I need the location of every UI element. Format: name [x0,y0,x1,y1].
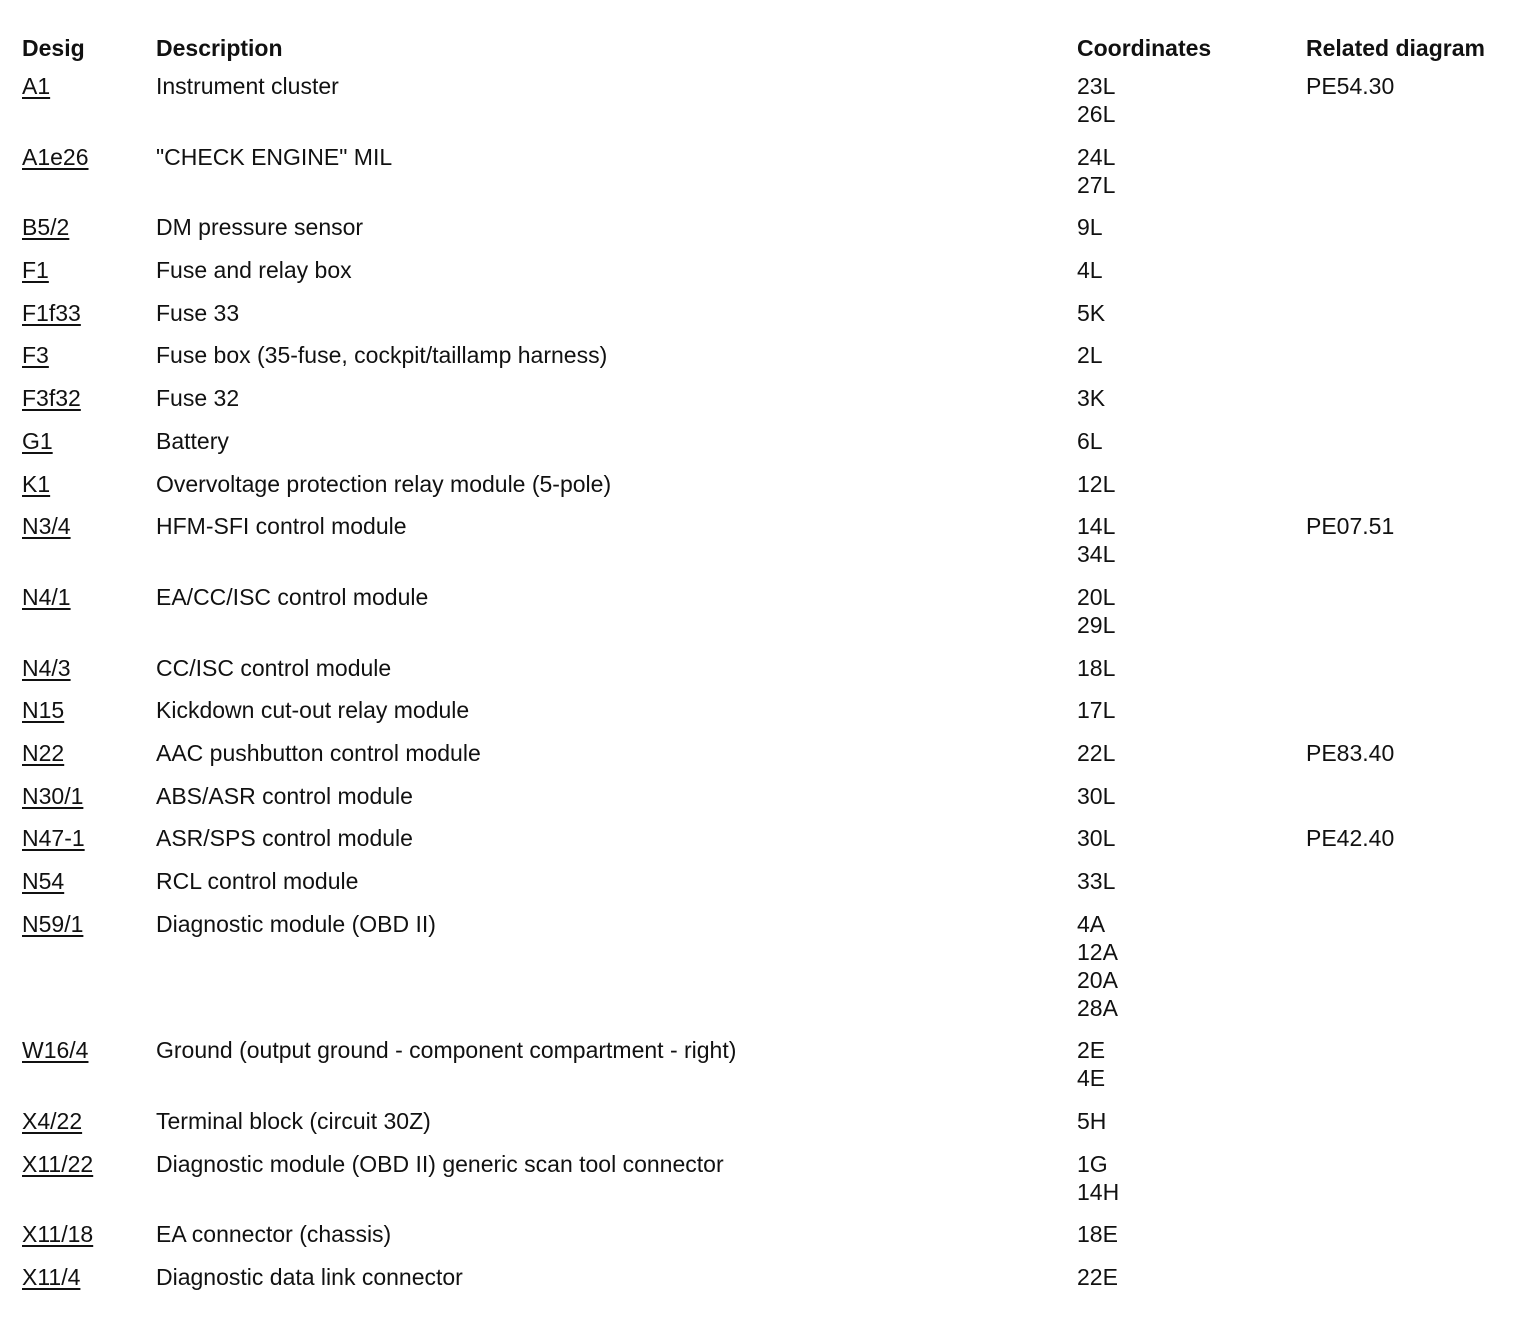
coordinate-value: 2E [1077,1037,1106,1064]
coordinate-value: 17L [1077,697,1116,724]
description-cell: Ground (output ground - component compartment - right) [156,1037,737,1064]
desig-cell [0,782,156,825]
desig-link[interactable]: N4/1 [22,583,71,610]
description-cell: CC/ISC control module [156,654,392,681]
desig-cell [0,1220,156,1263]
coordinates-cell [1077,739,1306,782]
description-cell: AAC pushbutton control module [156,739,481,766]
coordinate-value: 18E [1077,1221,1118,1248]
table-row [0,213,1520,256]
coordinates-cell [1077,213,1306,256]
coordinates-cell [1077,782,1306,825]
description-cell: "CHECK ENGINE" MIL [156,143,393,170]
desig-link[interactable]: W16/4 [22,1037,89,1064]
description-cell: EA/CC/ISC control module [156,583,429,610]
desig-cell [0,696,156,739]
desig-cell [0,1150,156,1221]
table-row [0,341,1520,384]
coordinate-value: 6L [1077,427,1103,454]
related-diagram-cell [1306,299,1520,342]
desig-cell [0,341,156,384]
table-row [0,1150,1520,1221]
related-diagram-cell [1306,1107,1520,1150]
table-row [0,1036,1520,1107]
desig-link[interactable]: F1f33 [22,299,81,326]
table-row [0,512,1520,583]
coordinates-cell [1077,143,1306,214]
coordinate-value: 20L [1077,583,1116,610]
coordinate-value: 30L [1077,782,1116,809]
coordinates-cell [1077,72,1306,143]
desig-cell [0,512,156,583]
table-row [0,654,1520,697]
related-diagram-cell [1306,427,1520,470]
desig-cell [0,72,156,143]
coordinate-value: 33L [1077,868,1116,894]
table-row [0,470,1520,513]
description-cell: Fuse box (35-fuse, cockpit/taillamp harness) [156,342,608,369]
description-cell: Diagnostic module (OBD II) [156,910,436,937]
desig-cell [0,1036,156,1107]
description-cell: Overvoltage protection relay module (5-pole) [156,470,612,497]
table-row [0,867,1520,910]
coordinates-cell [1077,470,1306,513]
coordinates-cell [1077,583,1306,654]
desig-link[interactable]: X11/4 [22,1264,81,1291]
desig-cell [0,654,156,697]
table-row [0,583,1520,654]
desig-link[interactable]: N3/4 [22,513,71,540]
desig-cell [0,910,156,1037]
desig-link[interactable]: A1e26 [22,143,89,170]
desig-link[interactable]: N54 [22,868,65,894]
table-row [0,696,1520,739]
description-cell: ABS/ASR control module [156,782,413,809]
coordinate-value: 12A [1077,938,1118,965]
desig-link[interactable]: F1 [22,257,49,284]
related-diagram-cell: PE83.40 [1306,739,1395,766]
desig-cell [0,470,156,513]
coordinates-cell [1077,824,1306,867]
desig-link[interactable]: X4/22 [22,1108,83,1135]
desig-link[interactable]: N15 [22,697,65,724]
desig-cell [0,824,156,867]
desig-cell [0,427,156,470]
coordinates-cell [1077,384,1306,427]
header-coordinates: Coordinates [1077,35,1212,61]
related-diagram-cell [1306,1220,1520,1263]
coordinates-cell [1077,1150,1306,1221]
desig-link[interactable]: X11/18 [22,1221,94,1248]
description-cell: Battery [156,427,229,454]
desig-link[interactable]: F3 [22,342,49,369]
coordinates-cell [1077,910,1306,1037]
table-row [0,910,1520,1037]
desig-cell [0,143,156,214]
header-related-diagram: Related diagram [1306,35,1485,61]
desig-cell [0,739,156,782]
description-cell: Instrument cluster [156,73,339,99]
coordinate-value: 27L [1077,171,1116,198]
related-diagram-cell [1306,696,1520,739]
table-row [0,739,1520,782]
coordinate-value: 22L [1077,739,1116,766]
coordinates-cell [1077,1263,1306,1306]
table-row [0,1263,1520,1306]
coordinate-value: 24L [1077,143,1116,170]
coordinate-value: 1G [1077,1150,1108,1177]
table-row [0,1220,1520,1263]
coordinates-cell [1077,867,1306,910]
description-cell: Terminal block (circuit 30Z) [156,1108,431,1135]
coordinate-value: 26L [1077,101,1116,127]
coordinate-value: 12L [1077,470,1116,497]
coordinates-cell [1077,654,1306,697]
coordinates-cell [1077,256,1306,299]
coordinate-value: 30L [1077,825,1116,852]
table-row [0,72,1520,143]
desig-link[interactable]: N47-1 [22,825,85,852]
desig-link[interactable]: G1 [22,427,53,454]
description-cell: DM pressure sensor [156,214,364,241]
related-diagram-cell [1306,1150,1520,1221]
desig-cell [0,1263,156,1306]
desig-link[interactable]: F3f32 [22,385,81,412]
description-cell: Diagnostic data link connector [156,1264,463,1291]
table-row [0,427,1520,470]
table-row [0,1107,1520,1150]
coordinate-value: 28A [1077,994,1118,1021]
coordinate-value: 2L [1077,342,1103,369]
coordinates-cell [1077,427,1306,470]
table-row [0,143,1520,214]
coordinates-cell [1077,1107,1306,1150]
header-desig: Desig [22,35,85,61]
related-diagram-cell [1306,782,1520,825]
description-cell: Fuse and relay box [156,257,352,284]
related-diagram-cell [1306,213,1520,256]
desig-link[interactable]: A1 [22,73,51,99]
desig-cell [0,213,156,256]
desig-link[interactable]: X11/22 [22,1150,94,1177]
related-diagram-cell [1306,143,1520,214]
related-diagram-cell: PE54.30 [1306,73,1395,99]
desig-cell [0,1107,156,1150]
description-cell: ASR/SPS control module [156,825,413,852]
component-legend-table [0,30,1520,1306]
related-diagram-cell [1306,1036,1520,1107]
desig-link[interactable]: N22 [22,739,65,766]
related-diagram-cell [1306,341,1520,384]
related-diagram-cell [1306,910,1520,1037]
description-cell: HFM-SFI control module [156,513,407,540]
related-diagram-cell: PE42.40 [1306,825,1395,852]
table-row [0,299,1520,342]
coordinate-value: 5K [1077,299,1106,326]
desig-cell [0,867,156,910]
related-diagram-cell [1306,1263,1520,1306]
header-row [0,30,1520,72]
related-diagram-cell [1306,470,1520,513]
coordinate-value: 23L [1077,73,1116,99]
coordinate-value: 9L [1077,214,1103,241]
desig-link[interactable]: N4/3 [22,654,71,681]
desig-link[interactable]: N30/1 [22,782,84,809]
coordinate-value: 29L [1077,611,1116,638]
header-description: Description [156,35,283,61]
description-cell: Diagnostic module (OBD II) generic scan tool connector [156,1150,724,1177]
related-diagram-cell [1306,867,1520,910]
desig-link[interactable]: N59/1 [22,910,84,937]
description-cell: Kickdown cut-out relay module [156,697,470,724]
table-row [0,782,1520,825]
coordinate-value: 34L [1077,541,1116,568]
coordinate-value: 4L [1077,257,1103,284]
related-diagram-cell [1306,256,1520,299]
coordinates-cell [1077,512,1306,583]
desig-link[interactable]: K1 [22,470,51,497]
related-diagram-cell: PE07.51 [1306,513,1395,540]
coordinate-value: 4E [1077,1065,1106,1092]
coordinates-cell [1077,299,1306,342]
desig-cell [0,256,156,299]
coordinate-value: 20A [1077,966,1118,993]
coordinate-value: 3K [1077,385,1106,412]
description-cell: Fuse 33 [156,299,240,326]
description-cell: RCL control module [156,868,359,894]
coordinate-value: 18L [1077,654,1116,681]
description-cell: EA connector (chassis) [156,1221,392,1248]
coordinate-value: 22E [1077,1264,1118,1291]
desig-cell [0,583,156,654]
related-diagram-cell [1306,654,1520,697]
coordinate-value: 14H [1077,1178,1120,1205]
coordinates-cell [1077,1036,1306,1107]
related-diagram-cell [1306,583,1520,654]
table-row [0,824,1520,867]
coordinates-cell [1077,341,1306,384]
coordinates-cell [1077,1220,1306,1263]
legend-rows [0,72,1520,1306]
coordinate-value: 14L [1077,513,1116,540]
coordinates-cell [1077,696,1306,739]
coordinate-value: 4A [1077,910,1106,937]
description-cell: Fuse 32 [156,385,240,412]
desig-cell [0,384,156,427]
desig-cell [0,299,156,342]
desig-link[interactable]: B5/2 [22,214,70,241]
coordinate-value: 5H [1077,1108,1107,1135]
related-diagram-cell [1306,384,1520,427]
table-row [0,384,1520,427]
table-row [0,256,1520,299]
